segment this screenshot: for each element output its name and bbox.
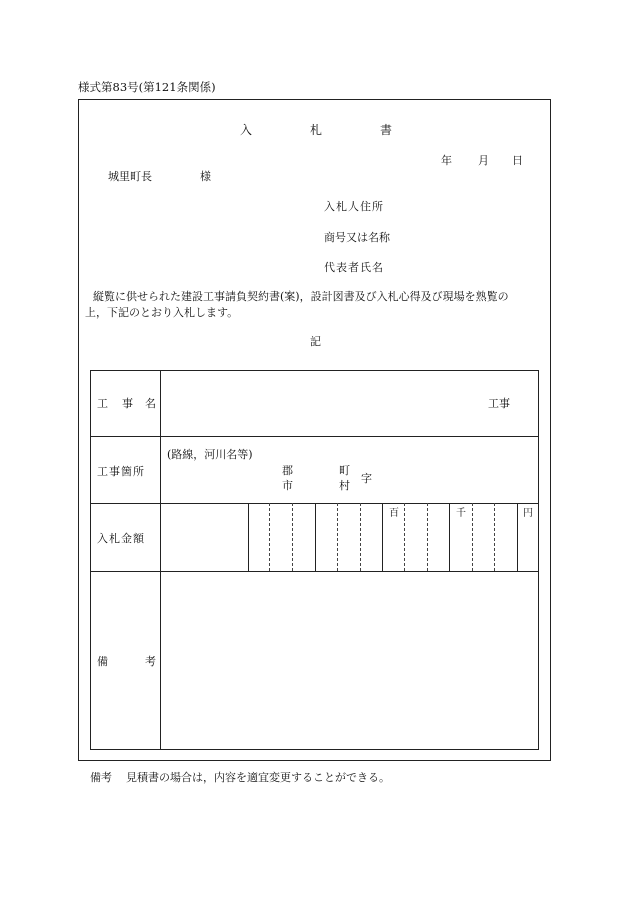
digit-divider bbox=[360, 503, 361, 571]
digit-divider bbox=[517, 503, 518, 571]
digit-divider bbox=[427, 503, 428, 571]
remarks-label-2: 考 bbox=[145, 655, 156, 668]
digit-divider bbox=[494, 503, 495, 571]
table-row-divider bbox=[90, 436, 539, 437]
gun-label: 郡 bbox=[282, 464, 293, 477]
mura-label: 村 bbox=[339, 479, 350, 492]
digit-divider bbox=[248, 503, 249, 571]
bidder-company-label: 商号又は名称 bbox=[324, 231, 390, 244]
digit-divider bbox=[472, 503, 473, 571]
digit-divider bbox=[269, 503, 270, 571]
title-char-1: 入 bbox=[240, 123, 253, 137]
project-name-suffix: 工事 bbox=[488, 397, 510, 410]
title-char-2: 札 bbox=[310, 123, 323, 137]
table-label-divider bbox=[160, 370, 161, 750]
bidder-representative-label: 代表者氏名 bbox=[324, 261, 384, 274]
project-name-label-1: 工 bbox=[97, 397, 108, 410]
bid-amount-label: 入札金額 bbox=[97, 532, 145, 545]
date-day: 日 bbox=[512, 154, 523, 167]
project-location-label: 工事箇所 bbox=[97, 465, 145, 478]
bidder-address-label: 入札人住所 bbox=[324, 200, 384, 213]
digit-divider bbox=[382, 503, 383, 571]
shi-label: 市 bbox=[282, 479, 293, 492]
digit-divider bbox=[315, 503, 316, 571]
digit-divider bbox=[292, 503, 293, 571]
remarks-label-1: 備 bbox=[97, 655, 108, 668]
digit-divider bbox=[404, 503, 405, 571]
unit-en: 円 bbox=[523, 508, 533, 519]
body-line-2: 上，下記のとおり入札します。 bbox=[85, 306, 239, 319]
digit-divider bbox=[449, 503, 450, 571]
unit-hyaku: 百 bbox=[389, 508, 399, 519]
digit-divider bbox=[337, 503, 338, 571]
route-river-note: (路線，河川名等) bbox=[167, 448, 253, 461]
aza-label: 字 bbox=[361, 472, 372, 485]
footnote-label: 備考 bbox=[90, 771, 112, 784]
project-name-label-2: 事 bbox=[122, 397, 133, 410]
unit-sen: 千 bbox=[456, 508, 466, 519]
footnote-text: 見積書の場合は，内容を適宜変更することができる。 bbox=[126, 771, 390, 784]
ki-heading: 記 bbox=[310, 335, 321, 348]
machi-label: 町 bbox=[339, 464, 350, 477]
date-year: 年 bbox=[441, 154, 452, 167]
form-number: 様式第83号(第121条関係) bbox=[78, 80, 216, 94]
body-line-1: 縦覧に供せられた建設工事請負契約書(案)，設計図書及び入札心得及び現場を熟覧の bbox=[93, 290, 509, 303]
title-char-3: 書 bbox=[380, 123, 393, 137]
addressee-honorific: 様 bbox=[200, 170, 211, 183]
project-name-label-3: 名 bbox=[145, 397, 156, 410]
addressee-name: 城里町長 bbox=[108, 170, 152, 183]
table-row-divider bbox=[90, 571, 539, 572]
date-month: 月 bbox=[478, 154, 489, 167]
